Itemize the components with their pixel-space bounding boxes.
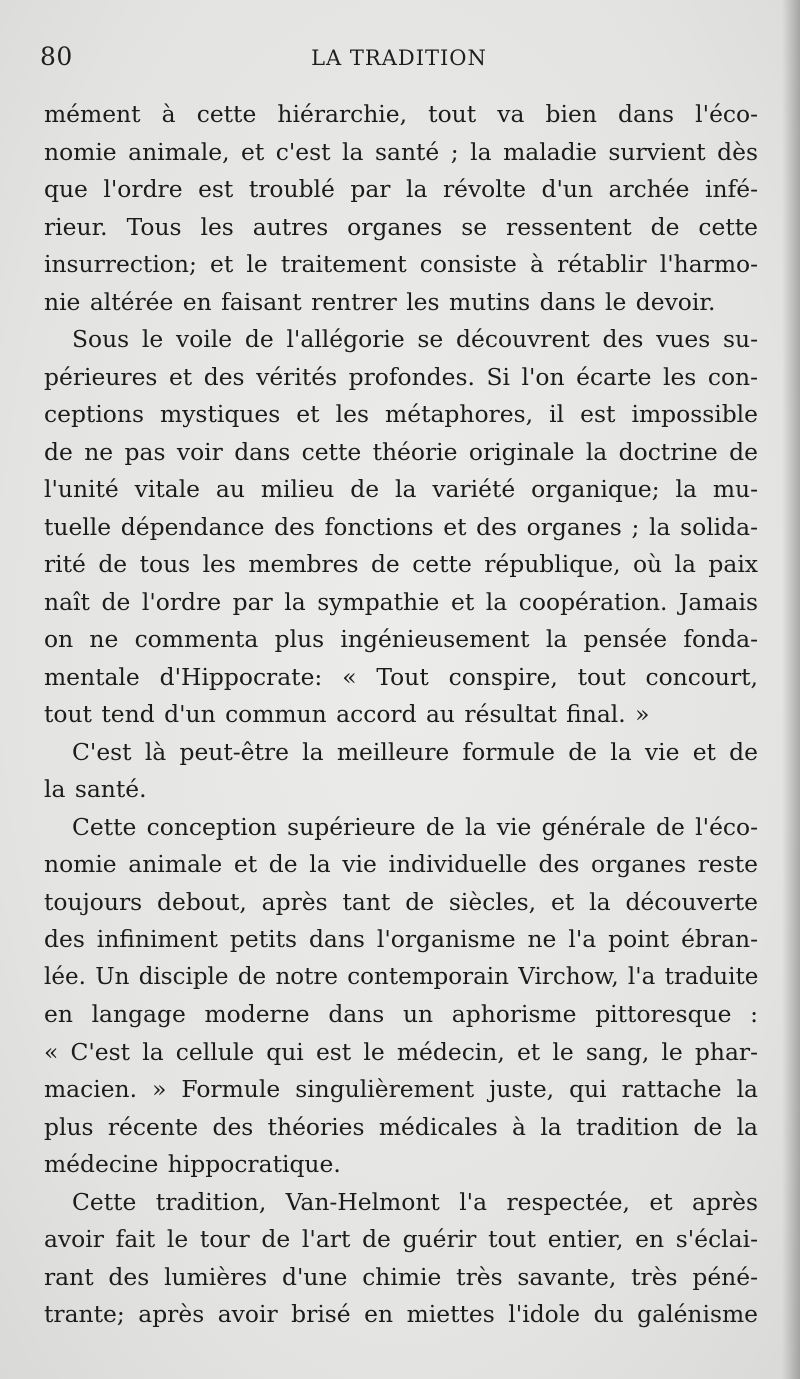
text-line: insurrection; et le traitement consiste à rétablir l'harmo- — [44, 250, 758, 278]
text-line: des infiniment petits dans l'organisme ne l'a point ébran- — [44, 925, 758, 953]
text-line: ceptions mystiques et les métaphores, il est impossible — [44, 400, 758, 428]
text-line: rant des lumières d'une chimie très savante, très péné- — [44, 1262, 758, 1291]
text-line: tuelle dépendance des fonctions et des organes ; la solida- — [44, 512, 758, 541]
text-line: nomie animale et de la vie individuelle des organes reste — [44, 850, 758, 878]
text-line: macien. » Formule singulièrement juste, qui rattache la — [44, 1075, 758, 1103]
text-line: lée. Un disciple de notre contemporain Virchow, l'a traduite — [44, 963, 759, 990]
text-line: Sous le voile de l'allégorie se découvrent des vues su- — [72, 325, 758, 353]
text-line: plus récente des théories médicales à la tradition de la — [44, 1112, 758, 1141]
text-line: nomie animale, et c'est la santé ; la maladie survient dès — [44, 137, 758, 166]
text-line: avoir fait le tour de l'art de guérir tout entier, en s'éclai- — [44, 1225, 758, 1253]
running-title: LA TRADITION — [311, 46, 487, 70]
text-line: tout tend d'un commun accord au résultat final. » — [44, 700, 650, 728]
text-line: toujours debout, après tant de siècles, et la découverte — [44, 887, 758, 916]
text-line: que l'ordre est troublé par la révolte d'un archée infé- — [44, 175, 758, 203]
text-line: naît de l'ordre par la sympathie et la coopération. Jamais — [44, 587, 758, 616]
text-line: rieur. Tous les autres organes se ressentent de cette — [44, 212, 758, 241]
running-head — [40, 42, 758, 82]
text-line: périeures et des vérités profondes. Si l'on écarte les con- — [44, 362, 758, 391]
text-line: trante; après avoir brisé en miettes l'idole du galénisme — [44, 1300, 758, 1328]
text-line: de ne pas voir dans cette théorie originale la doctrine de — [44, 437, 758, 466]
text-line: mentale d'Hippocrate: « Tout conspire, tout concourt, — [44, 662, 758, 691]
text-line: Cette conception supérieure de la vie générale de l'éco- — [72, 812, 758, 841]
text-line: Cette tradition, Van-Helmont l'a respectée, et après — [72, 1187, 758, 1216]
text-line: rité de tous les membres de cette république, où la paix — [44, 550, 758, 578]
text-line: mément à cette hiérarchie, tout va bien dans l'éco- — [44, 100, 758, 128]
page-number: 80 — [40, 42, 73, 71]
text-line: « C'est la cellule qui est le médecin, et le sang, le phar- — [44, 1037, 758, 1066]
text-line: on ne commenta plus ingénieusement la pensée fonda- — [44, 625, 758, 653]
page-gutter-shadow — [782, 0, 800, 1379]
body-text — [44, 96, 758, 1334]
text-line: en langage moderne dans un aphorisme pittoresque : — [44, 1000, 758, 1028]
text-line: médecine hippocratique. — [44, 1150, 341, 1178]
text-line: C'est là peut-être la meilleure formule de la vie et de — [72, 737, 758, 766]
text-line: l'unité vitale au milieu de la variété organique; la mu- — [44, 475, 758, 503]
text-line: la santé. — [44, 775, 147, 803]
text-line: nie altérée en faisant rentrer les mutins dans le devoir. — [44, 287, 716, 316]
